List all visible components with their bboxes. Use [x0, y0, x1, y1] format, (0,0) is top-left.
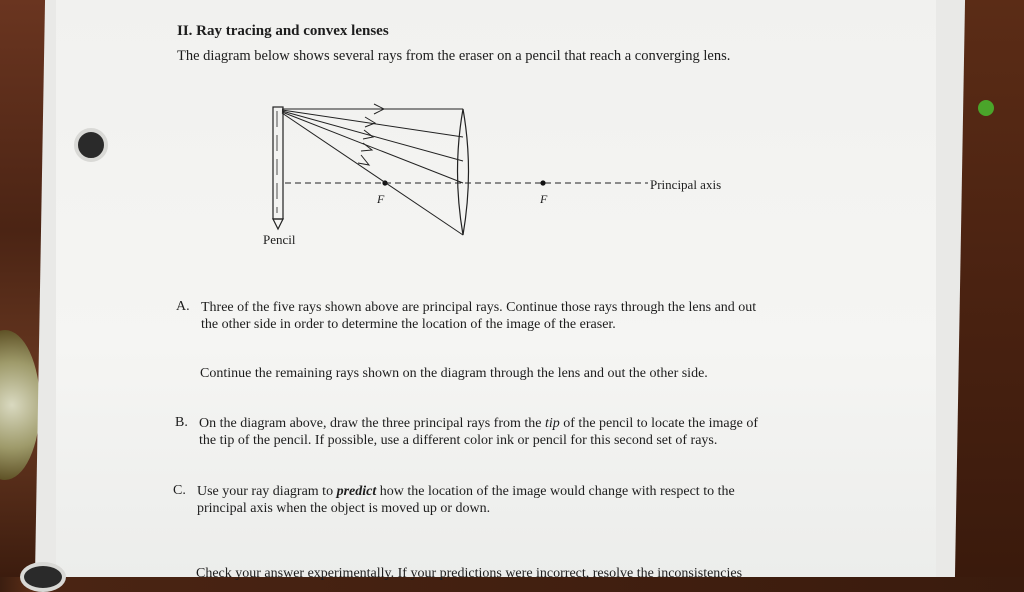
cut-off-text: Check your answer experimentally. If your predictions were incorrect, resolve the inconsistencies: [196, 566, 743, 581]
question-b-line2: the tip of the pencil. If possible, use a different color ink or pencil for this second set of rays.: [199, 433, 718, 448]
punch-hole-icon: [20, 562, 66, 592]
section-heading: II. Ray tracing and convex lenses: [177, 23, 389, 39]
green-pin: [978, 100, 994, 116]
converging-lens: [458, 109, 469, 235]
question-c-letter: C.: [173, 483, 186, 498]
question-b-line1: On the diagram above, draw the three principal rays from the tip of the pencil to locate the image of: [199, 416, 759, 431]
light-rays: [282, 109, 463, 235]
ray-diagram: [260, 95, 660, 275]
punch-hole-icon: [74, 128, 108, 162]
question-a-letter: A.: [176, 299, 190, 314]
question-a-line1: Three of the five rays shown above are principal rays. Continue those rays through the lens and out: [201, 300, 757, 315]
intro-text: The diagram below shows several rays from the eraser on a pencil that reach a converging lens.: [177, 48, 731, 64]
pencil-label: Pencil: [263, 232, 296, 247]
focal-label-right: F: [540, 192, 548, 206]
principal-axis-label: Principal axis: [650, 177, 722, 192]
question-c-line2: principal axis when the object is moved up or down.: [197, 501, 491, 516]
ray-arrows: [358, 104, 384, 165]
pencil-shape: [273, 107, 283, 229]
question-a-continue: Continue the remaining rays shown on the diagram through the lens and out the other side.: [200, 366, 708, 381]
question-a-line2: the other side in order to determine the location of the image of the eraser.: [201, 317, 616, 332]
focal-label-left: F: [377, 192, 385, 206]
focal-point-right: [540, 180, 545, 185]
question-c-line1: Use your ray diagram to predict how the location of the image would change with respect to the: [197, 484, 735, 499]
question-b-letter: B.: [175, 415, 188, 430]
